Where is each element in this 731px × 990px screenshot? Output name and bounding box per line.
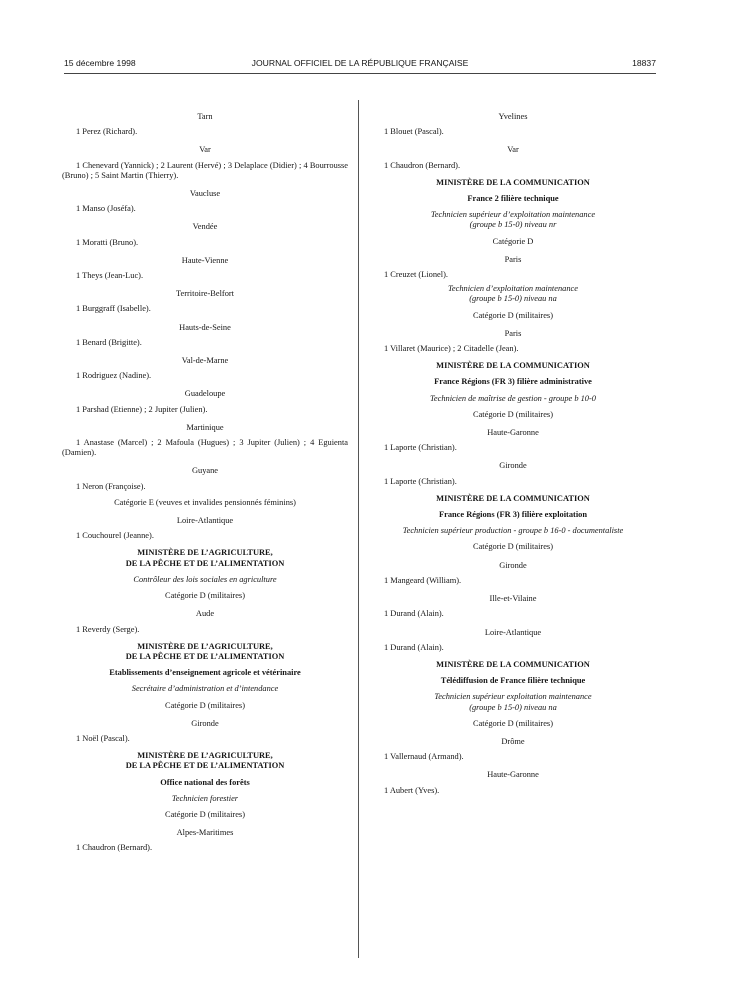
- list-entry: 1 Creuzet (Lionel).: [384, 270, 448, 280]
- region-heading: Paris: [504, 328, 522, 338]
- list-entry: 1 Perez (Richard).: [76, 127, 138, 137]
- region-heading: Territoire-Belfort: [175, 289, 234, 299]
- ministry-heading: [370, 361, 656, 371]
- ministry-heading-line: MINISTÈRE DE LA COMMUNICATION: [436, 659, 590, 669]
- region-heading: Loire-Atlantique: [176, 516, 234, 526]
- category-label: Catégorie D (militaires): [164, 591, 245, 601]
- list-entry: 1 Rodriguez (Nadine).: [76, 371, 152, 381]
- post-title: Secrétaire d’administration et d’intendance: [131, 684, 279, 694]
- region-heading: Vaucluse: [189, 189, 221, 199]
- region-heading: Gironde: [191, 718, 219, 728]
- ministry-heading-line: MINISTÈRE DE L’AGRICULTURE,: [137, 641, 273, 651]
- header-page-number: 18837: [632, 58, 656, 68]
- list-entry: 1 Theys (Jean-Luc).: [76, 271, 144, 281]
- list-entry: 1 Villaret (Maurice) ; 2 Citadelle (Jean).: [384, 344, 519, 354]
- organization-heading: Télédiffusion de France filière technique: [440, 676, 586, 686]
- column-divider: [358, 100, 359, 958]
- region-heading: Loire-Atlantique: [484, 627, 542, 637]
- category-label: Catégorie D (militaires): [164, 809, 245, 819]
- category-label: Catégorie D (militaires): [472, 310, 553, 320]
- header-rule: [64, 73, 656, 74]
- list-entry: 1 Laporte (Christian).: [384, 476, 457, 486]
- region-heading: Guyane: [191, 466, 219, 476]
- category-label: Catégorie E (veuves et invalides pensionnés féminins): [114, 497, 296, 507]
- ministry-heading-line: MINISTÈRE DE L’AGRICULTURE,: [137, 548, 273, 558]
- list-entry: 1 Noël (Pascal).: [76, 733, 130, 743]
- ministry-heading: [62, 751, 348, 771]
- page-header: [64, 58, 656, 72]
- region-heading: Martinique: [186, 422, 224, 432]
- list-entry: 1 Couchourel (Jeanne).: [76, 531, 154, 541]
- region-heading: Vendée: [192, 222, 218, 232]
- list-entry: 1 Chaudron (Bernard).: [76, 843, 153, 853]
- region-heading: Gironde: [499, 560, 527, 570]
- list-entry: 1 Aubert (Yves).: [384, 785, 440, 795]
- ministry-heading-line: MINISTÈRE DE LA COMMUNICATION: [436, 177, 590, 187]
- post-title: [370, 210, 656, 230]
- ministry-heading: [370, 494, 656, 504]
- region-heading: Val-de-Marne: [181, 356, 229, 366]
- region-heading: Guadeloupe: [184, 389, 226, 399]
- region-heading: Haute-Garonne: [487, 770, 539, 780]
- post-title: Contrôleur des lois sociales en agriculture: [133, 574, 277, 584]
- region-heading: Aude: [195, 609, 215, 619]
- ministry-heading-line: DE LA PÊCHE ET DE L’ALIMENTATION: [125, 558, 285, 568]
- ministry-heading-line: MINISTÈRE DE LA COMMUNICATION: [436, 493, 590, 503]
- list-entry: 1 Chaudron (Bernard).: [384, 160, 461, 170]
- ministry-heading-line: DE LA PÊCHE ET DE L’ALIMENTATION: [125, 651, 285, 661]
- list-entry: 1 Blouet (Pascal).: [384, 127, 444, 137]
- ministry-heading: [62, 548, 348, 568]
- region-heading: Haute-Vienne: [181, 255, 229, 265]
- region-heading: Ille-et-Vilaine: [489, 594, 537, 604]
- list-entry: 1 Manso (Joséfa).: [76, 204, 136, 214]
- list-entry: 1 Reverdy (Serge).: [76, 624, 140, 634]
- category-label: Catégorie D (militaires): [472, 542, 553, 552]
- region-heading: Paris: [504, 254, 522, 264]
- post-title-line: Technicien d’exploitation maintenance: [448, 284, 578, 294]
- list-entry: 1 Moratti (Bruno).: [76, 237, 139, 247]
- category-label: Catégorie D (militaires): [472, 718, 553, 728]
- post-title-line: (groupe b 15-0) niveau na: [469, 294, 557, 304]
- post-title-line: Technicien supérieur d’exploitation maintenance: [430, 210, 596, 220]
- ministry-heading-line: MINISTÈRE DE LA COMMUNICATION: [436, 361, 590, 371]
- region-heading: Var: [199, 145, 211, 155]
- ministry-heading-line: DE LA PÊCHE ET DE L’ALIMENTATION: [125, 761, 285, 771]
- list-entry: 1 Neron (Françoise).: [76, 481, 146, 491]
- right-column: [370, 104, 656, 800]
- list-entry: 1 Burggraff (Isabelle).: [76, 304, 151, 314]
- ministry-heading: [62, 642, 348, 662]
- organization-heading: Office national des forêts: [160, 777, 250, 787]
- list-entry: 1 Durand (Alain).: [384, 642, 444, 652]
- region-heading: Tarn: [197, 112, 213, 121]
- region-heading: Haute-Garonne: [487, 428, 539, 438]
- list-entry: 1 Vallernaud (Armand).: [384, 752, 464, 762]
- organization-heading: France 2 filière technique: [467, 194, 559, 204]
- list-entry: 1 Mangeard (William).: [384, 575, 462, 585]
- ministry-heading-line: MINISTÈRE DE L’AGRICULTURE,: [137, 751, 273, 761]
- left-column: [62, 104, 348, 858]
- region-heading: Gironde: [499, 461, 527, 471]
- list-entry: 1 Benard (Brigitte).: [76, 337, 142, 347]
- region-heading: Alpes-Maritimes: [176, 828, 234, 838]
- category-label: Catégorie D: [492, 236, 534, 246]
- post-title-line: Technicien supérieur exploitation maintenance: [434, 692, 592, 702]
- region-heading: Var: [507, 145, 519, 155]
- post-title: Technicien supérieur production - groupe b 16-0 - documentaliste: [402, 526, 624, 536]
- header-date: 15 décembre 1998: [64, 58, 136, 68]
- post-title: Technicien de maîtrise de gestion - groupe b 10-0: [430, 393, 596, 403]
- region-heading: Drôme: [501, 736, 525, 746]
- organization-heading: France Régions (FR 3) filière exploitation: [438, 510, 587, 520]
- category-label: Catégorie D (militaires): [164, 700, 245, 710]
- ministry-heading: [370, 660, 656, 670]
- post-title: [370, 284, 656, 304]
- list-entry: 1 Laporte (Christian).: [384, 443, 457, 453]
- list-entry: 1 Parshad (Etienne) ; 2 Jupiter (Julien).: [76, 404, 208, 414]
- region-heading: Hauts-de-Seine: [179, 322, 231, 332]
- post-title-line: (groupe b 15-0) niveau nr: [469, 220, 557, 230]
- organization-heading: Etablissements d’enseignement agricole et vétérinaire: [109, 668, 301, 678]
- header-journal-title: JOURNAL OFFICIEL DE LA RÉPUBLIQUE FRANÇAISE: [251, 58, 469, 68]
- category-label: Catégorie D (militaires): [472, 409, 553, 419]
- organization-heading: France Régions (FR 3) filière administrative: [434, 377, 592, 387]
- post-title-line: (groupe b 15-0) niveau na: [469, 702, 557, 712]
- post-title: [370, 692, 656, 712]
- post-title: Technicien forestier: [171, 793, 239, 803]
- ministry-heading: [370, 178, 656, 188]
- list-entry: 1 Anastase (Marcel) ; 2 Mafoula (Hugues) ; 3 Jupiter (Julien) ; 4 Eguienta (Damien).: [62, 438, 348, 458]
- list-entry: 1 Durand (Alain).: [384, 609, 444, 619]
- region-heading: Yvelines: [498, 112, 528, 121]
- list-entry: 1 Chenevard (Yannick) ; 2 Laurent (Hervé) ; 3 Delaplace (Didier) ; 4 Bourrousse (Bruno) ; 5 Saint Martin (Thierry).: [62, 160, 348, 180]
